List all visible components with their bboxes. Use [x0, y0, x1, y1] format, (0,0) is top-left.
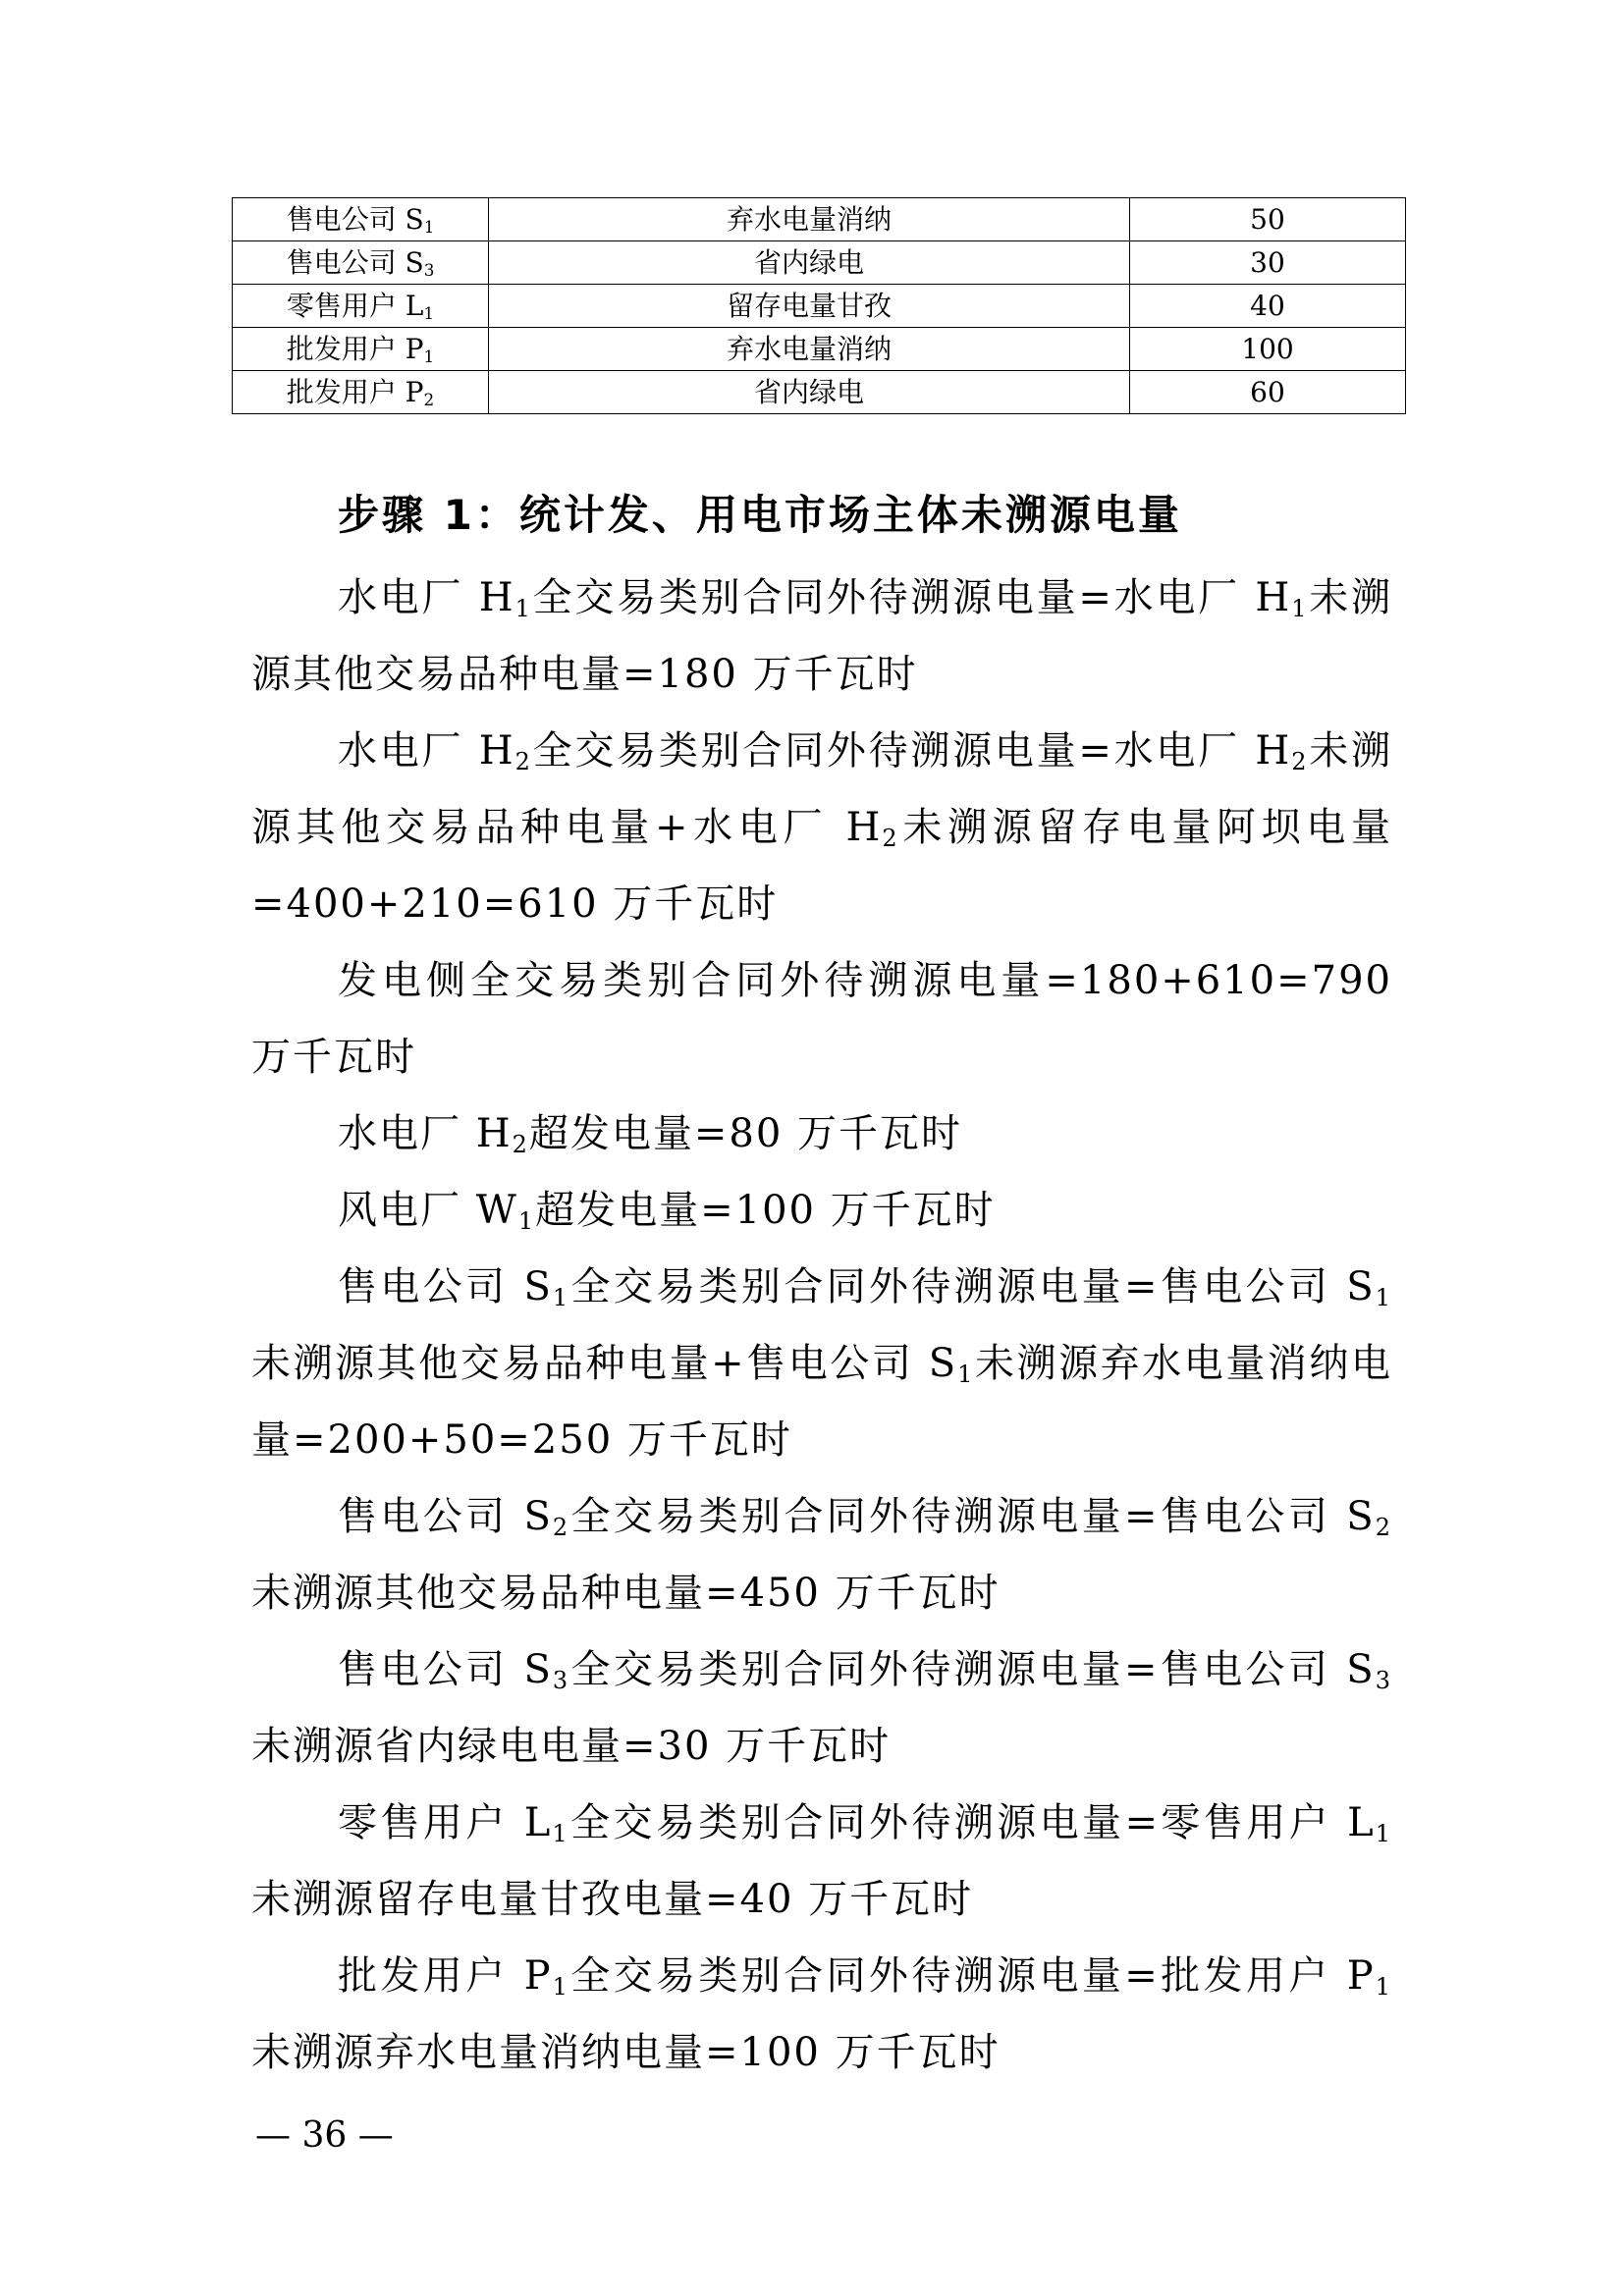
entity-cell: 批发用户 $P_1$	[233, 328, 489, 371]
value-cell: 100	[1130, 328, 1406, 371]
paragraph: 售电公司 $S_3$全交易类别合同外待溯源电量=售电公司 $S_3$未溯源省内绿电电量=30 万千瓦时	[251, 1647, 1392, 1769]
entity-cell: 零售用户 $L_1$	[233, 285, 489, 328]
paragraph: 售电公司 $S_1$全交易类别合同外待溯源电量=售电公司 $S_1$未溯源其他交易品种电量+售电公司 $S_1$未溯源弃水电量消纳电量=200+50=250 万千瓦时	[251, 1264, 1393, 1463]
paragraph: 售电公司 $S_2$全交易类别合同外待溯源电量=售电公司 $S_2$未溯源其他交易品种电量=450 万千瓦时	[251, 1494, 1392, 1616]
table-row	[233, 371, 1406, 414]
entity-cell: 批发用户 $P_2$	[233, 371, 489, 414]
table-row	[233, 198, 1406, 241]
table-row	[233, 241, 1406, 285]
paragraph: 批发用户 $P_1$全交易类别合同外待溯源电量=批发用户 $P_1$未溯源弃水电量消纳电量=100 万千瓦时	[251, 1953, 1392, 2075]
entity-cell: 售电公司 $S_1$	[233, 198, 489, 241]
table-row	[233, 285, 1406, 328]
paragraph: 风电厂 $W_1$超发电量=100 万千瓦时	[338, 1188, 996, 1235]
type-cell: 省内绿电	[489, 371, 1130, 414]
paragraph: 发电侧全交易类别合同外待溯源电量=180+610=790 万千瓦时	[251, 958, 1392, 1080]
paragraph: 零售用户 $L_1$全交易类别合同外待溯源电量=零售用户 $L_1$未溯源留存电量甘孜电量=40 万千瓦时	[251, 1800, 1393, 1922]
paragraph: 水电厂 $H_1$全交易类别合同外待溯源电量=水电厂 $H_1$未溯源其他交易品种电量=180 万千瓦时	[251, 575, 1392, 697]
table-row	[233, 328, 1406, 371]
value-cell: 30	[1130, 241, 1406, 285]
paragraph: 水电厂 $H_2$超发电量=80 万千瓦时	[338, 1111, 963, 1158]
allocation-table	[232, 197, 1406, 414]
value-cell: 60	[1130, 371, 1406, 414]
value-cell: 40	[1130, 285, 1406, 328]
type-cell: 弃水电量消纳	[489, 198, 1130, 241]
type-cell: 省内绿电	[489, 241, 1130, 285]
entity-cell: 售电公司 $S_3$	[233, 241, 489, 285]
type-cell: 留存电量甘孜	[489, 285, 1130, 328]
value-cell: 50	[1130, 198, 1406, 241]
page-number: — 36 —	[255, 2115, 394, 2156]
type-cell: 弃水电量消纳	[489, 328, 1130, 371]
step-heading: 步骤 1：统计发、用电市场主体未溯源电量	[338, 491, 1182, 539]
paragraph: 水电厂 $H_2$全交易类别合同外待溯源电量=水电厂 $H_2$未溯源其他交易品种电量+水电厂 $H_2$未溯源留存电量阿坝电量=400+210=610 万千瓦时	[251, 728, 1392, 927]
